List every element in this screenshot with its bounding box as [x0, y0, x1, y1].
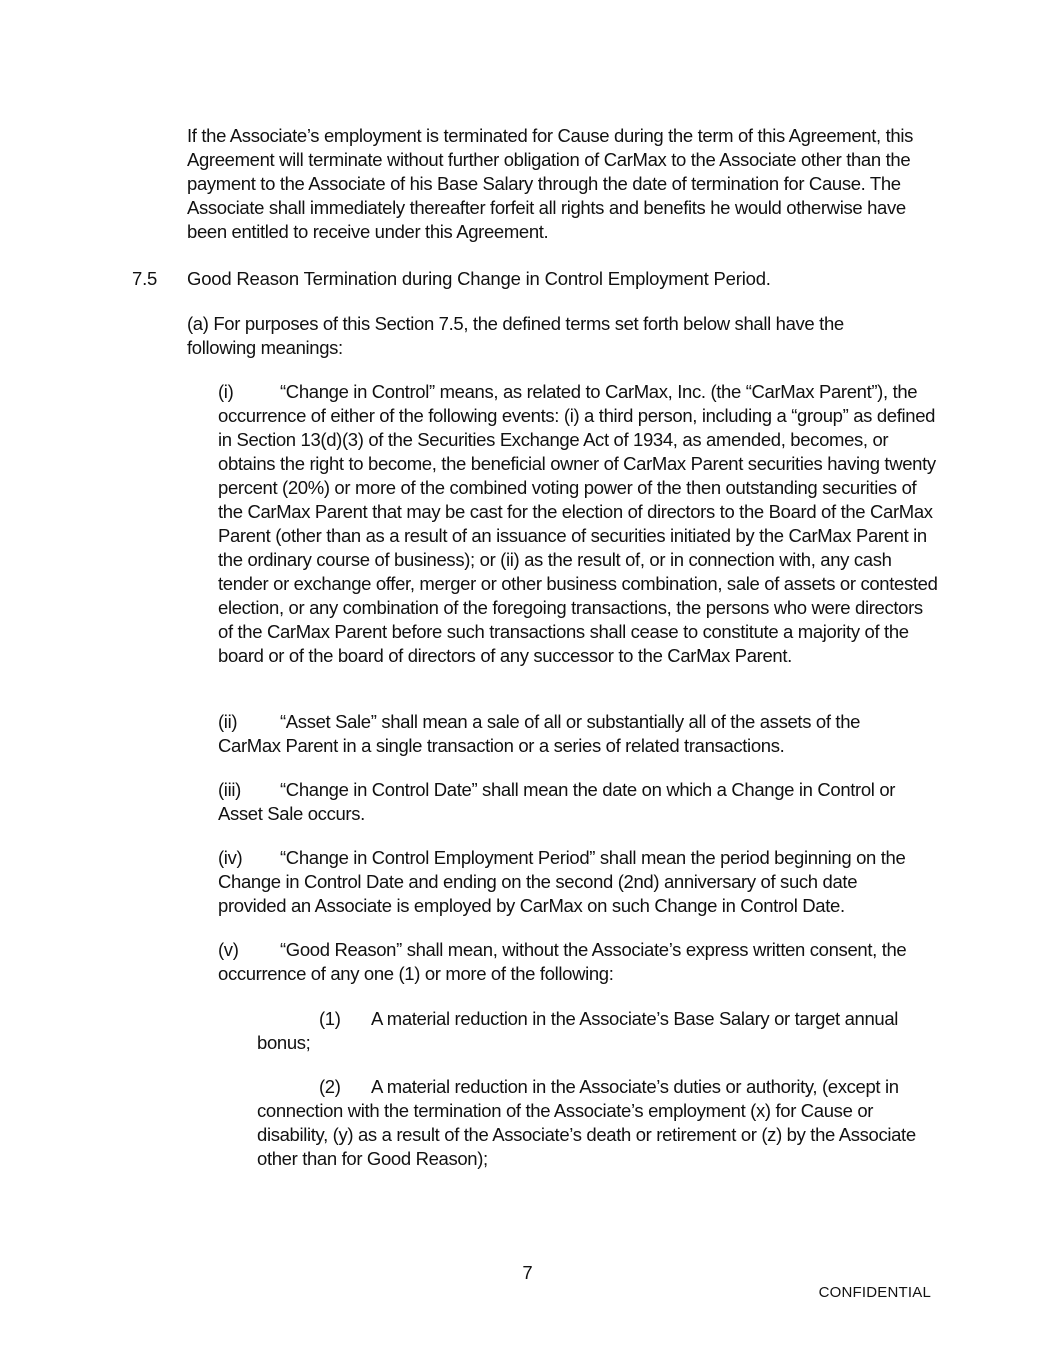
definition-text: “Asset Sale” shall mean a sale of all or substantially all of the assets of the CarMax Parent in a single transaction or a series of related transactions.	[218, 711, 861, 756]
definition-text: “Change in Control” means, as related to CarMax, Inc. (the “CarMax Parent”), the occurrence of either of the following events: (i) a third person, including a “group” as defined in Section 13(d)(3) of the Securities Exchange Act of 1934, as amended, becomes, or obtains the right to become, the beneficial owner of CarMax Parent securities having twenty percent (20%) or more of the combined voting power of the then outstanding securities of the CarMax Parent that may be cast for the election of directors to the Board of the CarMax Parent (other than as a result of an issuance of securities initiated by the CarMax Parent in the ordinary course of business); or (ii) as the result of, or in connection with, any cash tender or exchange offer, merger or other business combination, sale of assets or contested election, or any combination of the foregoing transactions, the persons who were directors of the CarMax Parent before such transactions shall cease to constitute a majority of the board or of the board of directors of any successor to the CarMax Parent.	[218, 381, 938, 666]
item-marker: (2)	[319, 1076, 341, 1097]
definition-iii	[218, 778, 928, 826]
section-title: Good Reason Termination during Change in Control Employment Period.	[187, 268, 771, 289]
good-reason-item-2	[257, 1075, 937, 1171]
definition-i	[218, 380, 938, 668]
item-text: A material reduction in the Associate’s duties or authority, (except in connection with the termination of the Associate’s employment (x) for Cause or disability, (y) as a result of the Associate’s death or retirement or (z) by the Associate other than for Good Reason);	[257, 1076, 916, 1169]
definition-v	[218, 938, 928, 986]
page-number: 7	[522, 1262, 533, 1283]
definition-marker: (ii)	[218, 711, 238, 732]
definition-marker: (iv)	[218, 847, 243, 868]
item-text: A material reduction in the Associate’s Base Salary or target annual bonus;	[257, 1008, 899, 1053]
section-number: 7.5	[132, 268, 158, 289]
definition-text: “Change in Control Date” shall mean the date on which a Change in Control or Asset Sale occurs.	[218, 779, 896, 824]
section-heading	[132, 267, 912, 291]
intro-paragraph: If the Associate’s employment is terminated for Cause during the term of this Agreement, this Agreement will terminate without further obligation of CarMax to the Associate other than the payment to the Associate of his Base Salary through the date of termination for Cause. The Associate shall immediately thereafter forfeit all rights and benefits he would otherwise have been entitled to receive under this Agreement.	[187, 125, 913, 242]
subsection-a: (a) For purposes of this Section 7.5, the defined terms set forth below shall have the following meanings:	[187, 313, 844, 358]
definition-marker: (iii)	[218, 779, 241, 800]
definition-iv	[218, 846, 928, 918]
item-marker: (1)	[319, 1008, 341, 1029]
good-reason-item-1	[257, 1007, 917, 1055]
definition-marker: (i)	[218, 381, 234, 402]
definition-text: “Change in Control Employment Period” shall mean the period beginning on the Change in Control Date and ending on the second (2nd) anniversary of such date provided an Associate is employed by CarMax on such Change in Control Date.	[218, 847, 906, 916]
definition-ii	[218, 710, 918, 758]
confidential-label: CONFIDENTIAL	[818, 1284, 931, 1301]
definition-text: “Good Reason” shall mean, without the Associate’s express written consent, the occurrence of any one (1) or more of the following:	[218, 939, 907, 984]
definition-marker: (v)	[218, 939, 239, 960]
